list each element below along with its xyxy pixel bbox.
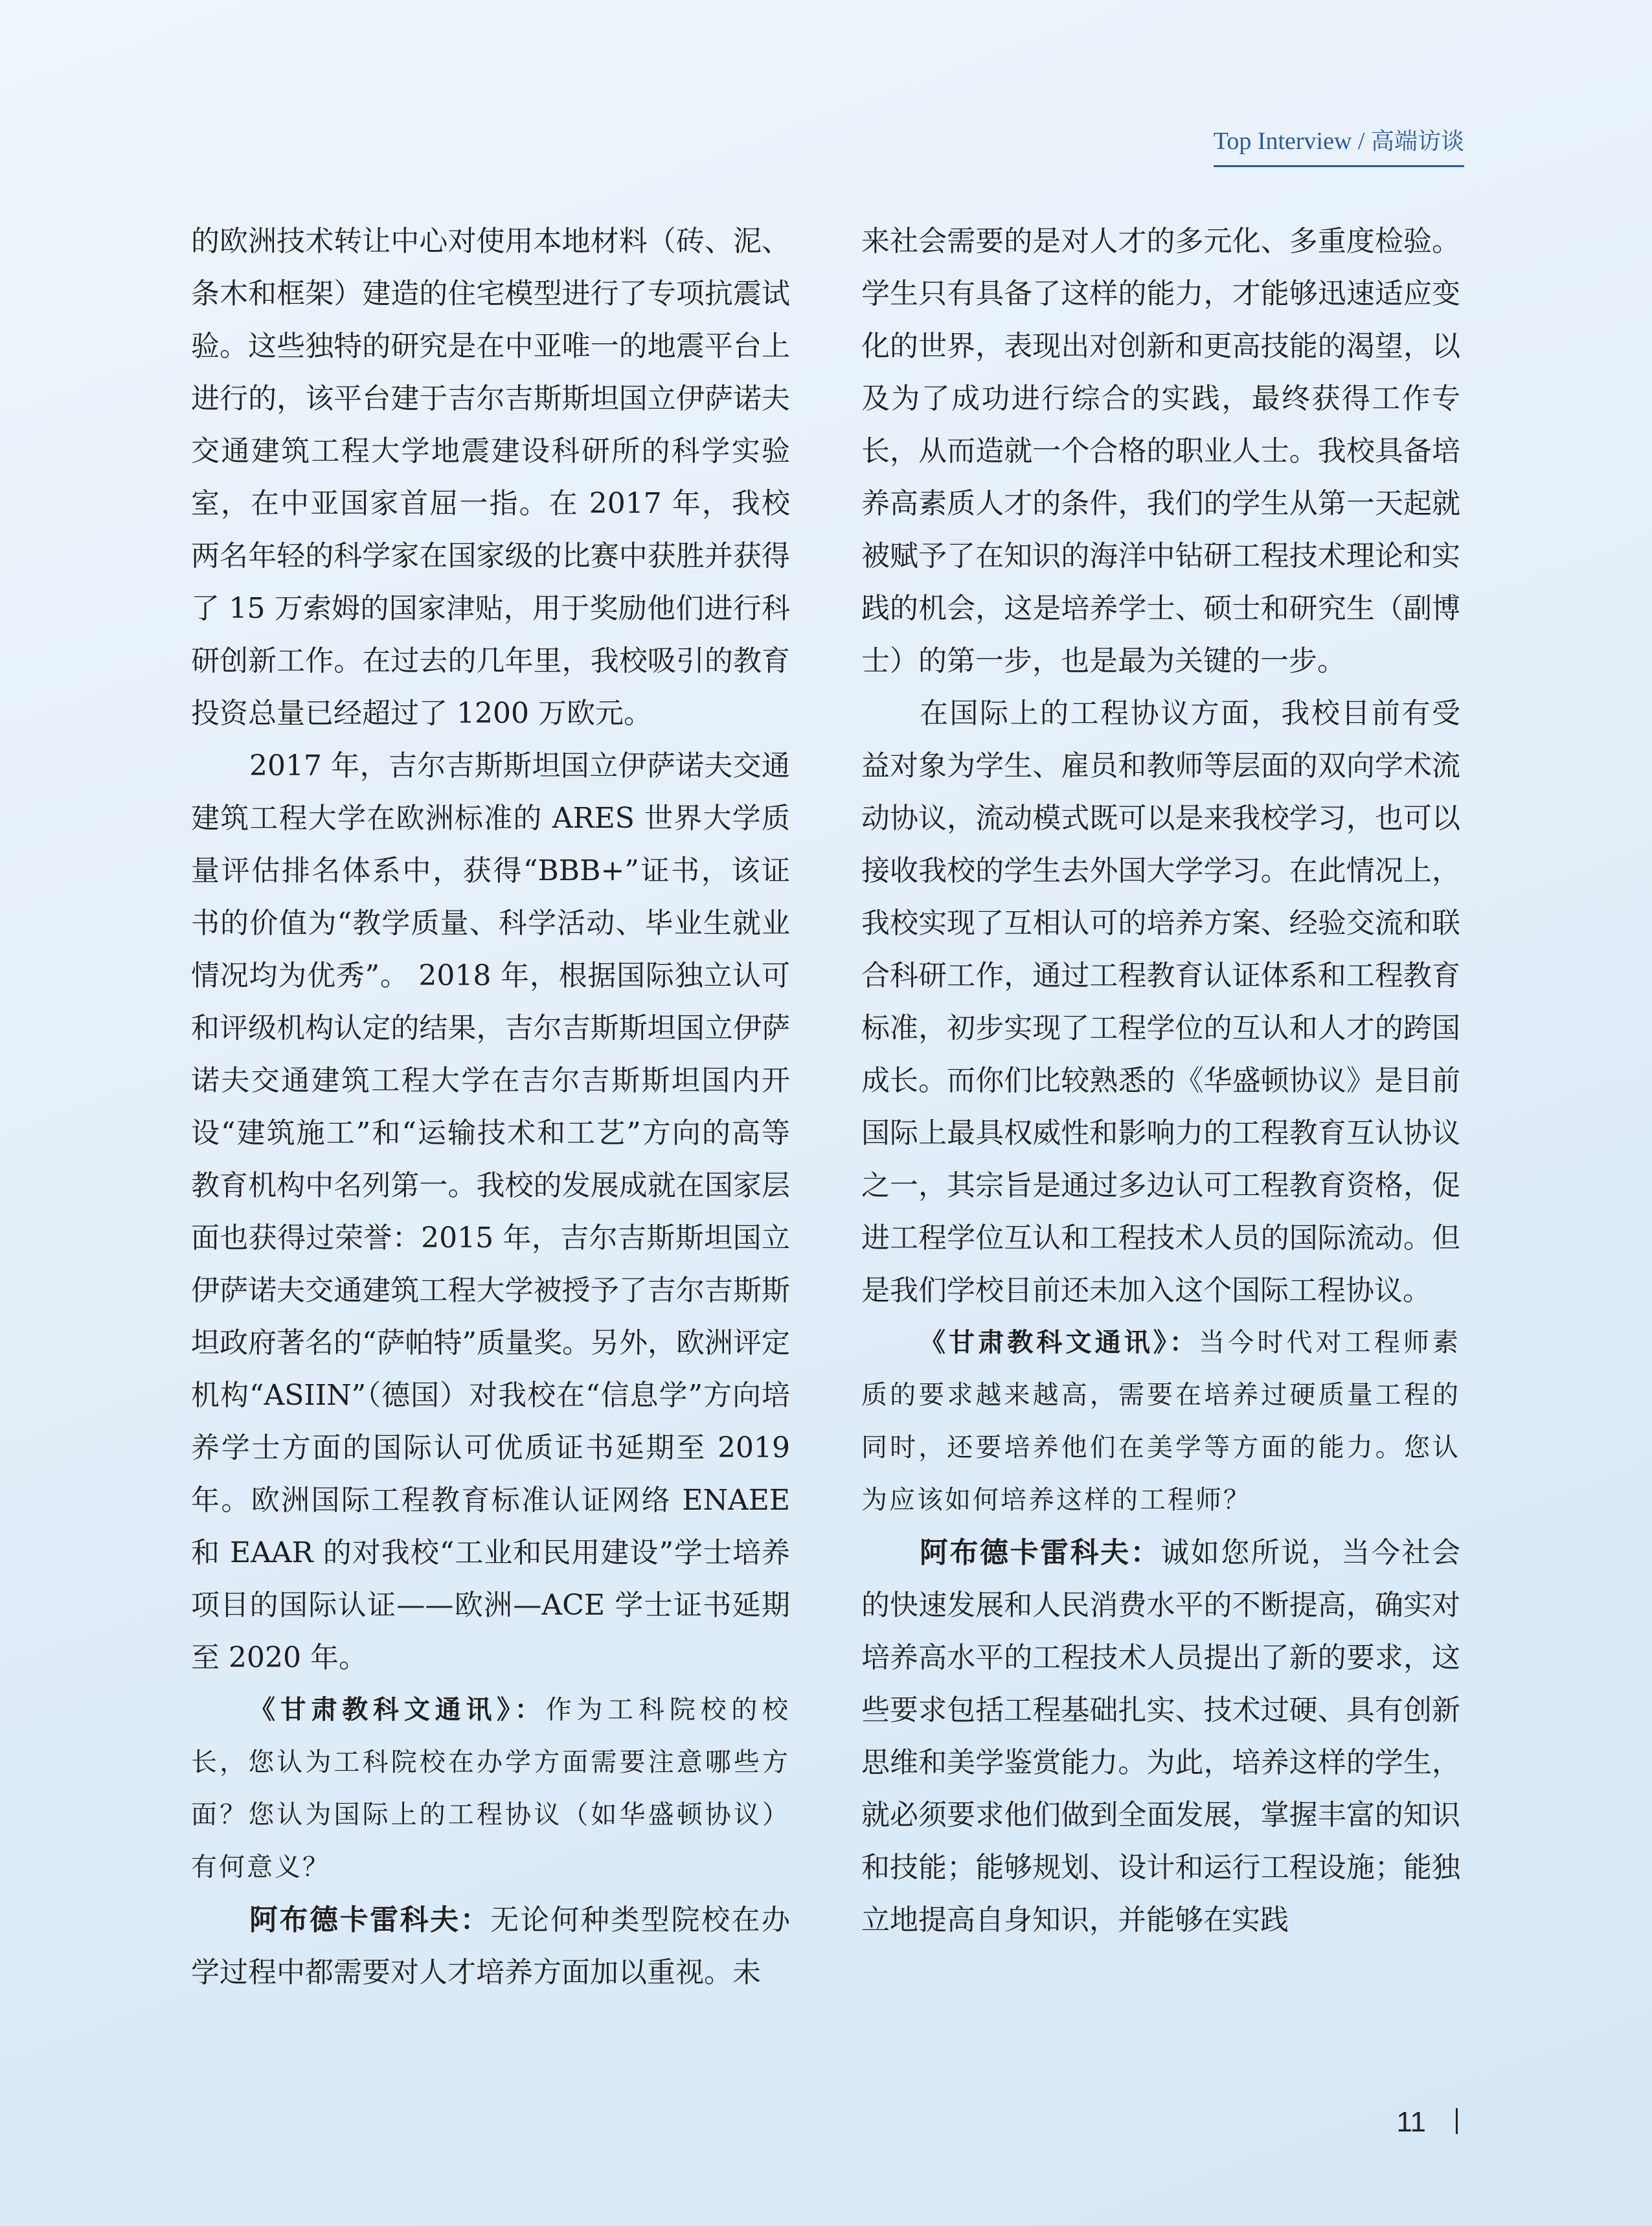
answer-text: 诚如您所说，当今社会的快速发展和人民消费水平的不断提高，确实对培养高水平的工程技术人员提出了新的要求，这些要求包括工程基础扎实、技术过硬、具有创新思维和美学鉴赏能力。为此，培养这样的学生，就必须要求他们做到全面发展，掌握丰富的知识和技能；能够规划、设计和运行工程设施；能独立地提高自身知识，并能够在实践	[861, 1536, 1461, 1936]
running-header	[1214, 123, 1464, 167]
page-number	[1396, 2106, 1458, 2139]
page-number-text: 11	[1396, 2106, 1426, 2138]
interview-answer	[191, 1894, 790, 1999]
header-chinese: 高端访谈	[1370, 128, 1464, 155]
paragraph: 在国际上的工程协议方面，我校目前有受益对象为学生、雇员和教师等层面的双向学术流动协议，流动模式既可以是来我校学习，也可以接收我校的学生去外国大学学习。在此情况上，我校实现了互相认可的培养方案、经验交流和联合科研工作，通过工程教育认证体系和工程教育标准，初步实现了工程学位的互认和人才的跨国成长。而你们比较熟悉的《华盛顿协议》是目前国际上最具权威性和影响力的工程教育互认协议之一，其宗旨是通过多边认可工程教育资格，促进工程学位互认和工程技术人员的国际流动。但是我们学校目前还未加入这个国际工程协议。	[861, 697, 1460, 1307]
right-column	[861, 215, 1460, 1946]
paragraph: 2017 年，吉尔吉斯斯坦国立伊萨诺夫交通建筑工程大学在欧洲标准的 ARES 世界大学质量评估排名体系中，获得“BBB+”证书，该证书的价值为“教学质量、科学活动、毕业生就业情况均为优秀”。 2018 年，根据国际独立认可和评级机构认定的结果，吉尔吉斯斯坦国立伊萨诺夫交通建筑工程大学在吉尔吉斯斯坦国内开设“建筑施工”和“运输技术和工艺”方向的高等教育机构中名列第一。我校的发展成就在国家层面也获得过荣誉：2015 年，吉尔吉斯斯坦国立伊萨诺夫交通建筑工程大学被授予了吉尔吉斯斯坦政府著名的“萨帕特”质量奖。另外，欧洲评定机构“ASIIN”（德国）对我校在“信息学”方向培养学士方面的国际认可优质证书延期至 2019 年。欧洲国际工程教育标准认证网络 ENAEE 和 EAAR 的对我校“工业和民用建设”学士培养项目的国际认证——欧洲—ACE 学士证书延期至 2020 年。	[191, 749, 790, 1674]
question-speaker: 《甘肃教科文通讯》：	[920, 1328, 1199, 1357]
paragraph: 来社会需要的是对人才的多元化、多重度检验。学生只有具备了这样的能力，才能够迅速适应变化的世界，表现出对创新和更高技能的渴望，以及为了成功进行综合的实践，最终获得工作专长，从而造就一个合格的职业人士。我校具备培养高素质人才的条件，我们的学生从第一天起就被赋予了在知识的海洋中钻研工程技术理论和实践的机会，这是培养学士、硕士和研究生（副博士）的第一步，也是最为关键的一步。	[861, 225, 1460, 677]
answer-speaker: 阿布德卡雷科夫：	[920, 1536, 1161, 1569]
page-number-divider	[1456, 2108, 1458, 2134]
answer-speaker: 阿布德卡雷科夫：	[249, 1903, 491, 1936]
answer-text: 无论何种类型院校在办学过程中都需要对人才培养方面加以重视。未	[191, 1903, 791, 1989]
question-text: 当今时代对工程师素质的要求越来越高，需要在培养过硬质量工程的同时，还要培养他们在美学等方面的能力。您认为应该如何培养这样的工程师？	[861, 1328, 1461, 1515]
header-english: Top Interview /	[1213, 128, 1371, 155]
left-column	[191, 215, 790, 1999]
interview-question	[191, 1684, 790, 1894]
question-speaker: 《甘肃教科文通讯》：	[249, 1695, 546, 1725]
interview-question	[861, 1317, 1460, 1527]
interview-answer	[861, 1527, 1460, 1946]
paragraph: 的欧洲技术转让中心对使用本地材料（砖、泥、条木和框架）建造的住宅模型进行了专项抗震试验。这些独特的研究是在中亚唯一的地震平台上进行的，该平台建于吉尔吉斯斯坦国立伊萨诺夫交通建筑工程大学地震建设科研所的科学实验室，在中亚国家首屈一指。在 2017 年，我校两名年轻的科学家在国家级的比赛中获胜并获得了 15 万索姆的国家津贴，用于奖励他们进行科研创新工作。在过去的几年里，我校吸引的教育投资总量已经超过了 1200 万欧元。	[191, 225, 790, 730]
question-text: 作为工科院校的校长，您认为工科院校在办学方面需要注意哪些方面？您认为国际上的工程协议（如华盛顿协议）有何意义？	[191, 1695, 791, 1882]
